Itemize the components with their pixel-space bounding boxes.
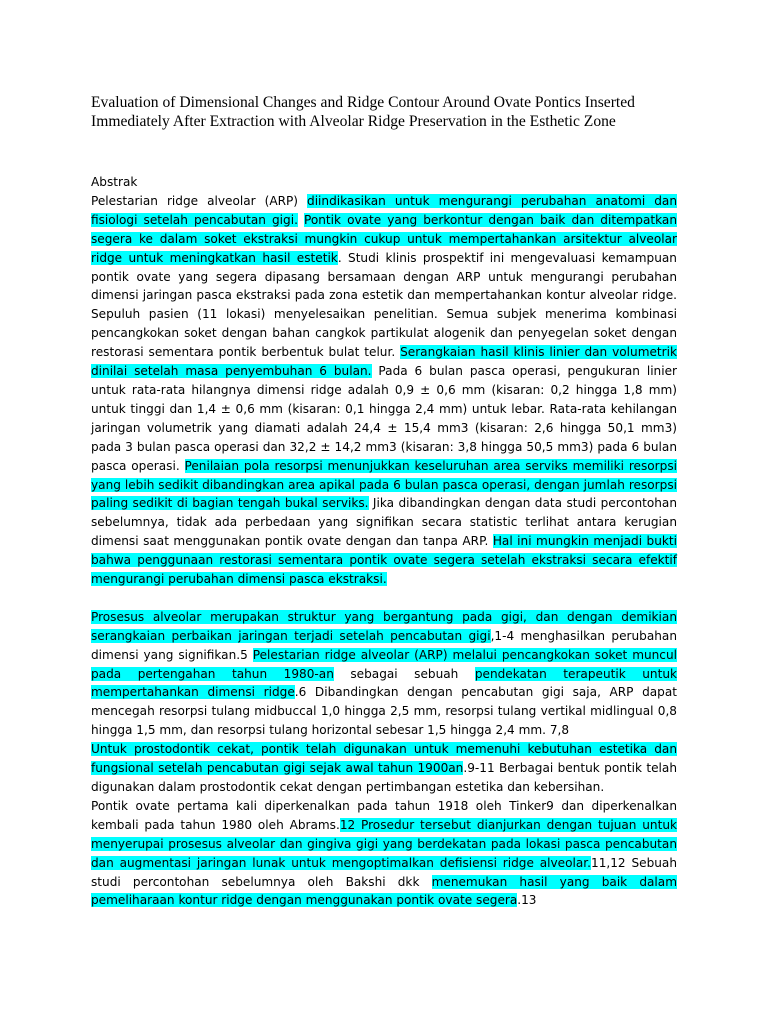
text-segment: .6 Dibandingkan dengan pencabutan gigi saja, ARP dapat mencegah resorpsi tulang midbuccal 1,0 hingga 2,5 mm, resorpsi tulang vertikal midlingual 0,8 hingga 1,5 mm, dan resorpsi tulang horizontal sebesar 1,5 hingga 2,4 mm. 7,8 (91, 685, 677, 738)
title-line-2: Immediately After Extraction with Alveolar Ridge Preservation in the Esthetic Zone (91, 113, 616, 130)
highlighted-text: Penilaian pola resorpsi menunjukkan keseluruhan area serviks memiliki resorpsi yang lebih sedikit dibandingkan area apikal pada 6 bulan pasca operasi, dengan jumlah resorpsi paling sedikit di bagian tengah bukal serviks. (91, 458, 677, 511)
highlighted-text: Pelestarian ridge alveolar (ARP) melalui pencangkokan soket muncul pada pertengahan tahun 1980-an (91, 647, 677, 681)
text-segment: ,1-4 menghasilkan perubahan dimensi yang signifikan.5 (91, 628, 677, 662)
document-title (91, 93, 691, 131)
highlighted-text: menemukan hasil yang baik dalam pemeliharaan kontur ridge dengan menggunakan pontik ovate segera (91, 874, 677, 908)
abstract-heading: Abstrak (91, 175, 138, 189)
highlighted-text: pendekatan terapeutik untuk mempertahankan dimensi ridge (91, 666, 677, 700)
paragraph-alveolar-process (91, 608, 677, 740)
highlighted-text: Hal ini mungkin menjadi bukti bahwa penggunaan restorasi sementara pontik ovate segera setelah ekstraksi secara efektif mengurangi perubahan dimensi pasca ekstraksi. (91, 534, 677, 587)
highlighted-text: Prosesus alveolar merupakan struktur yang bergantung pada gigi, dan dengan demikian serangkaian perbaikan jaringan terjadi setelah pencabutan gigi (91, 609, 677, 643)
highlighted-text: 12 Prosedur tersebut dianjurkan dengan tujuan untuk menyerupai prosesus alveolar dan gingiva gigi yang berdekatan pada lokasi pasca pencabutan dan augmentasi jaringan lunak untuk mengoptimalkan defisiensi ridge alveolar. (91, 817, 677, 870)
document-body (91, 173, 677, 910)
paragraph-ovate-pontic (91, 797, 677, 910)
text-segment: Pada 6 bulan pasca operasi, pengukuran linier untuk rata-rata hilangnya dimensi ridge adalah 0,9 ± 0,6 mm (kisaran: 0,2 hingga 1,8 mm) untuk tinggi dan 1,4 ± 0,6 mm (kisaran: 0,1 hingga 2,4 mm) untuk lebar. Rata-rata kehilangan jaringan volumetrik yang diamati adalah 24,4 ± 15,4 mm3 (kisaran: 2,6 hingga 50,1 mm3) pada 3 bulan pasca operasi dan 32,2 ± 14,2 mm3 (kisaran: 3,8 hingga 50,5 mm3) pada 6 bulan pasca operasi. (91, 364, 677, 473)
text-segment: .13 (517, 893, 537, 908)
text-segment: 11,12 Sebuah studi percontohan sebelumnya oleh Bakshi dkk (91, 855, 677, 889)
highlighted-text: diindikasikan untuk mengurangi perubahan anatomi dan fisiologi setelah pencabutan gigi. (91, 193, 677, 227)
paragraph-fixed-prosthodontics (91, 740, 677, 797)
paragraph-abstract (91, 192, 677, 589)
text-segment: .9-11 Berbagai bentuk pontik telah digunakan dalam prostodontik cekat dengan pertimbangan estetika dan kebersihan. (91, 761, 677, 794)
title-line-1: Evaluation of Dimensional Changes and Ridge Contour Around Ovate Pontics Inserted (91, 94, 635, 111)
text-segment: Jika dibandingkan dengan data studi percontohan sebelumnya, tidak ada perbedaan yang signifikan secara statistic terlihat antara kerugian dimensi saat menggunakan pontik ovate dengan dan tanpa ARP. (91, 496, 678, 549)
text-segment: Pontik ovate pertama kali diperkenalkan pada tahun 1918 oleh Tinker9 dan diperkenalkan kembali pada tahun 1980 oleh Abrams. (91, 798, 677, 832)
text-segment: Pelestarian ridge alveolar (ARP) (91, 193, 308, 208)
highlighted-text: Untuk prostodontik cekat, pontik telah digunakan untuk memenuhi kebutuhan estetika dan fungsional setelah pencabutan gigi sejak awal tahun 1900an (91, 742, 677, 776)
highlighted-text: Serangkaian hasil klinis linier dan volumetrik dinilai setelah masa penyembuhan 6 bulan. (91, 345, 678, 379)
text-segment: . Studi klinis prospektif ini mengevaluasi kemampuan pontik ovate yang segera dipasang bersamaan dengan ARP untuk mengurangi perubahan dimensi jaringan pasca ekstraksi pada zona estetik dan mempertahankan kontur alveolar ridge. Sepuluh pasien (11 lokasi) menyelesaikan penelitian. Semua subjek menerima kombinasi pencangkokan soket dengan bahan cangkok partikulat alogenik dan penyegelan soket dengan restorasi sementara pontik berbentuk bulat telur. (91, 250, 677, 360)
text-segment: sebagai sebuah (333, 666, 475, 681)
paragraph-spacer (91, 589, 677, 608)
highlighted-text: Pontik ovate yang berkontur dengan baik dan ditempatkan segera ke dalam soket ekstraksi mungkin cukup untuk mempertahankan arsitektur alveolar ridge untuk meningkatkan hasil estetik (91, 212, 677, 265)
